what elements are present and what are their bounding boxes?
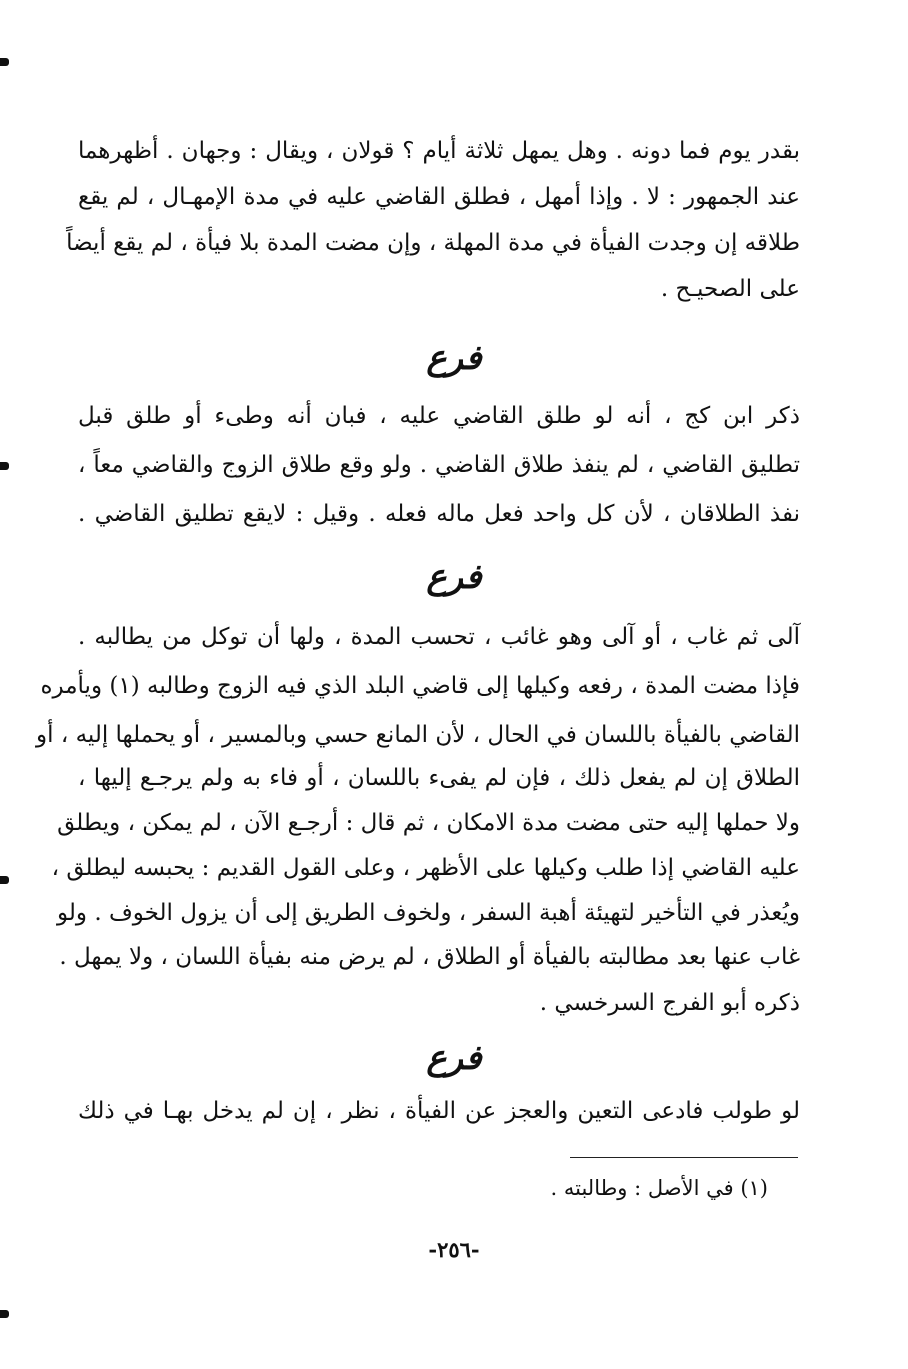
- text-line: القاضي بالفيأة باللسان في الحال ، لأن المانع حسي وبالمسير ، أو يحملها إليه ، أو: [36, 722, 800, 748]
- section-heading: فرع: [426, 557, 482, 597]
- scan-mark: [0, 876, 9, 884]
- text-line: عند الجمهور : لا . وإذا أمهل ، فطلق القاضي عليه في مدة الإمهـال ، لم يقع: [78, 184, 800, 210]
- text-line: ويُعذر في التأخير لتهيئة أهبة السفر ، ولخوف الطريق إلى أن يزول الخوف . ولو: [57, 900, 800, 926]
- text-line: عليه القاضي إذا طلب وكيلها على الأظهر ، وعلى القول القديم : يحبسه ليطلق ،: [51, 855, 800, 881]
- text-line: طلاقه إن وجدت الفيأة في مدة المهلة ، وإن مضت المدة بلا فيأة ، لم يقع أيضاً: [66, 230, 800, 256]
- text-line: على الصحيـح .: [660, 276, 800, 302]
- text-line: آلى ثم غاب ، أو آلى وهو غائب ، تحسب المدة ، ولها أن توكل من يطالبه .: [78, 624, 800, 650]
- text-line: ولا حملها إليه حتى مضت مدة الامكان ، ثم قال : أرجـع الآن ، لم يمكن ، ويطلق: [57, 810, 800, 836]
- scan-mark: [0, 1310, 9, 1318]
- text-line: غاب عنها بعد مطالبته بالفيأة أو الطلاق ، لم يرض منه بفيأة اللسان ، ولا يمهل .: [59, 944, 800, 970]
- text-line: تطليق القاضي ، لم ينفذ طلاق القاضي . ولو وقع طلاق الزوج والقاضي معاً ،: [78, 452, 800, 478]
- footnote: (١) في الأصل : وطالبته .: [550, 1176, 768, 1200]
- text-line: الطلاق إن لم يفعل ذلك ، فإن لم يفىء باللسان ، أو فاء به ولم يرجـع إليها ،: [78, 765, 800, 791]
- scan-mark: [0, 58, 9, 66]
- text-line: لو طولب فادعى التعين والعجز عن الفيأة ، نظر ، إن لم يدخل بهـا في ذلك: [78, 1098, 800, 1124]
- section-heading: فرع: [426, 338, 482, 378]
- text-line: بقدر يوم فما دونه . وهل يمهل ثلاثة أيام ؟ قولان ، ويقال : وجهان . أظهرهما: [78, 138, 800, 164]
- scan-mark: [0, 462, 9, 470]
- text-line: ذكره أبو الفرج السرخسي .: [539, 990, 800, 1016]
- section-heading: فرع: [426, 1038, 482, 1078]
- footnote-divider: [570, 1157, 798, 1158]
- text-line: نفذ الطلاقان ، لأن كل واحد فعل ماله فعله . وقيل : لايقع تطليق القاضي .: [78, 501, 800, 527]
- text-line: ذكر ابن كج ، أنه لو طلق القاضي عليه ، فبان أنه وطىء أو طلق قبل: [78, 403, 800, 429]
- text-line: فإذا مضت المدة ، رفعه وكيلها إلى قاضي البلد الذي فيه الزوج وطالبه (١) ويأمره: [40, 673, 800, 699]
- page-number: -٢٥٦-: [428, 1237, 480, 1262]
